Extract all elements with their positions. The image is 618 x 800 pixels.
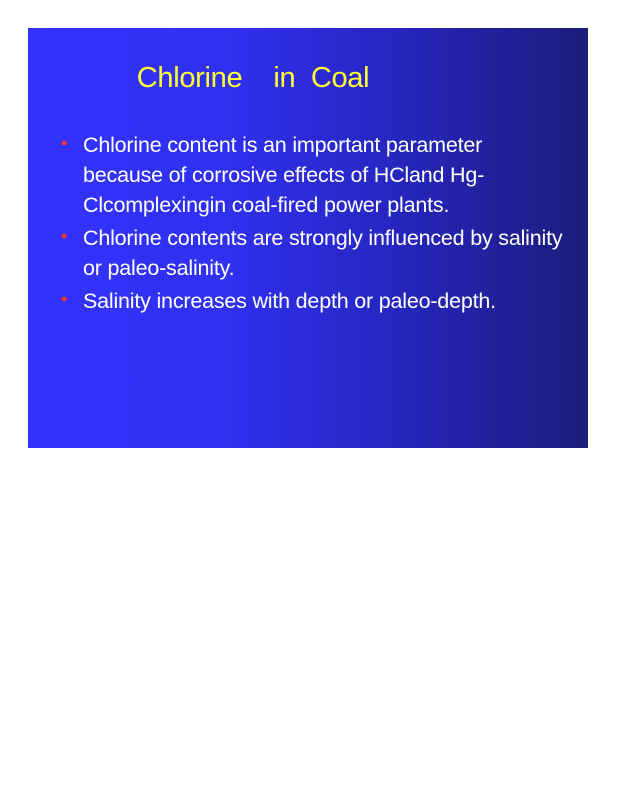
bullet-dot-icon: • xyxy=(61,226,68,246)
bullet-item xyxy=(58,130,563,220)
bullet-text: Salinity increases with depth or paleo-depth. xyxy=(83,289,496,313)
slide xyxy=(28,28,588,448)
bullet-item xyxy=(58,223,563,283)
slide-title: Chlorine in Coal xyxy=(136,62,370,94)
bullet-list xyxy=(58,130,563,319)
bullet-item xyxy=(58,286,563,316)
bullet-text: Chlorine contents are strongly influenced by salinity or paleo-salinity. xyxy=(83,226,563,280)
bullet-text: Chlorine content is an important parameter because of corrosive effects of HCland Hg-Clcomplexingin coal-fired power plants. xyxy=(83,133,485,217)
bullet-dot-icon: • xyxy=(61,289,68,309)
bullet-dot-icon: • xyxy=(61,133,68,153)
